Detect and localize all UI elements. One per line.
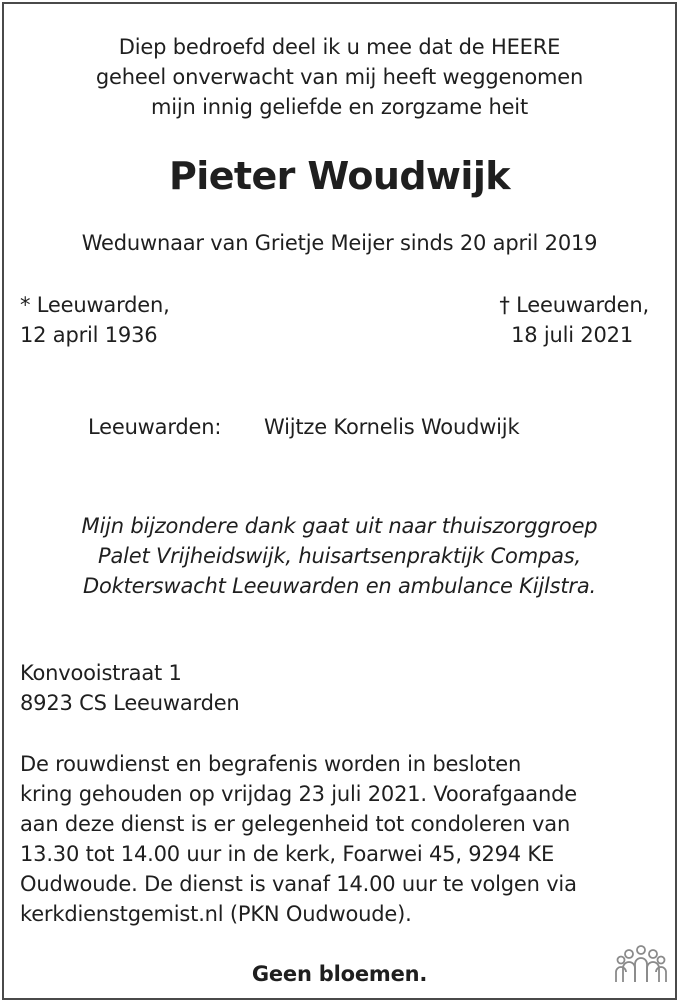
- intro-line: Diep bedroefd deel ik u mee dat de HEERE: [118, 35, 561, 59]
- intro-line: mijn innig geliefde en zorgzame heit: [151, 95, 528, 119]
- death-date: 18 juli 2021: [511, 323, 633, 347]
- birth-info: [20, 290, 170, 350]
- deceased-name: Pieter Woudwijk: [169, 154, 510, 198]
- address-street: Konvooistraat 1: [20, 661, 182, 685]
- death-place: † Leeuwarden,: [499, 293, 649, 317]
- widower-line: Weduwnaar van Grietje Meijer sinds 20 april 2019: [81, 231, 598, 255]
- thanks-line: Mijn bijzondere dank gaat uit naar thuiszorggroep: [81, 514, 598, 538]
- death-info: [499, 290, 649, 350]
- family-place: Leeuwarden:: [88, 415, 222, 439]
- thanks-line: Palet Vrijheidswijk, huisartsenpraktijk Compas,: [98, 544, 581, 568]
- intro-line: geheel onverwacht van mij heeft weggenomen: [95, 65, 584, 89]
- service-line: Oudwoude. De dienst is vanaf 14.00 uur te volgen via: [20, 872, 577, 896]
- thanks-text: [4, 511, 675, 601]
- family-person: Wijtze Kornelis Woudwijk: [264, 415, 520, 439]
- correspondence-address: [20, 658, 240, 718]
- intro-text: [4, 32, 675, 122]
- service-line: 13.30 tot 14.00 uur in de kerk, Foarwei 45, 9294 KE: [20, 842, 555, 866]
- birth-place: * Leeuwarden,: [20, 293, 170, 317]
- address-postal-city: 8923 CS Leeuwarden: [20, 691, 240, 715]
- thanks-line: Dokterswacht Leeuwarden en ambulance Kijlstra.: [83, 574, 596, 598]
- service-line: aan deze dienst is er gelegenheid tot condoleren van: [20, 812, 571, 836]
- family-line: [88, 412, 519, 442]
- closing-note: Geen bloemen.: [251, 962, 428, 986]
- announcement-frame: [2, 2, 677, 1000]
- service-line: kring gehouden op vrijdag 23 juli 2021. Voorafgaande: [20, 782, 577, 806]
- people-group-icon: [615, 944, 667, 984]
- service-line: kerkdienstgemist.nl (PKN Oudwoude).: [20, 902, 412, 926]
- service-info: [20, 749, 577, 929]
- birth-date: 12 april 1936: [20, 323, 158, 347]
- service-line: De rouwdienst en begrafenis worden in besloten: [20, 752, 522, 776]
